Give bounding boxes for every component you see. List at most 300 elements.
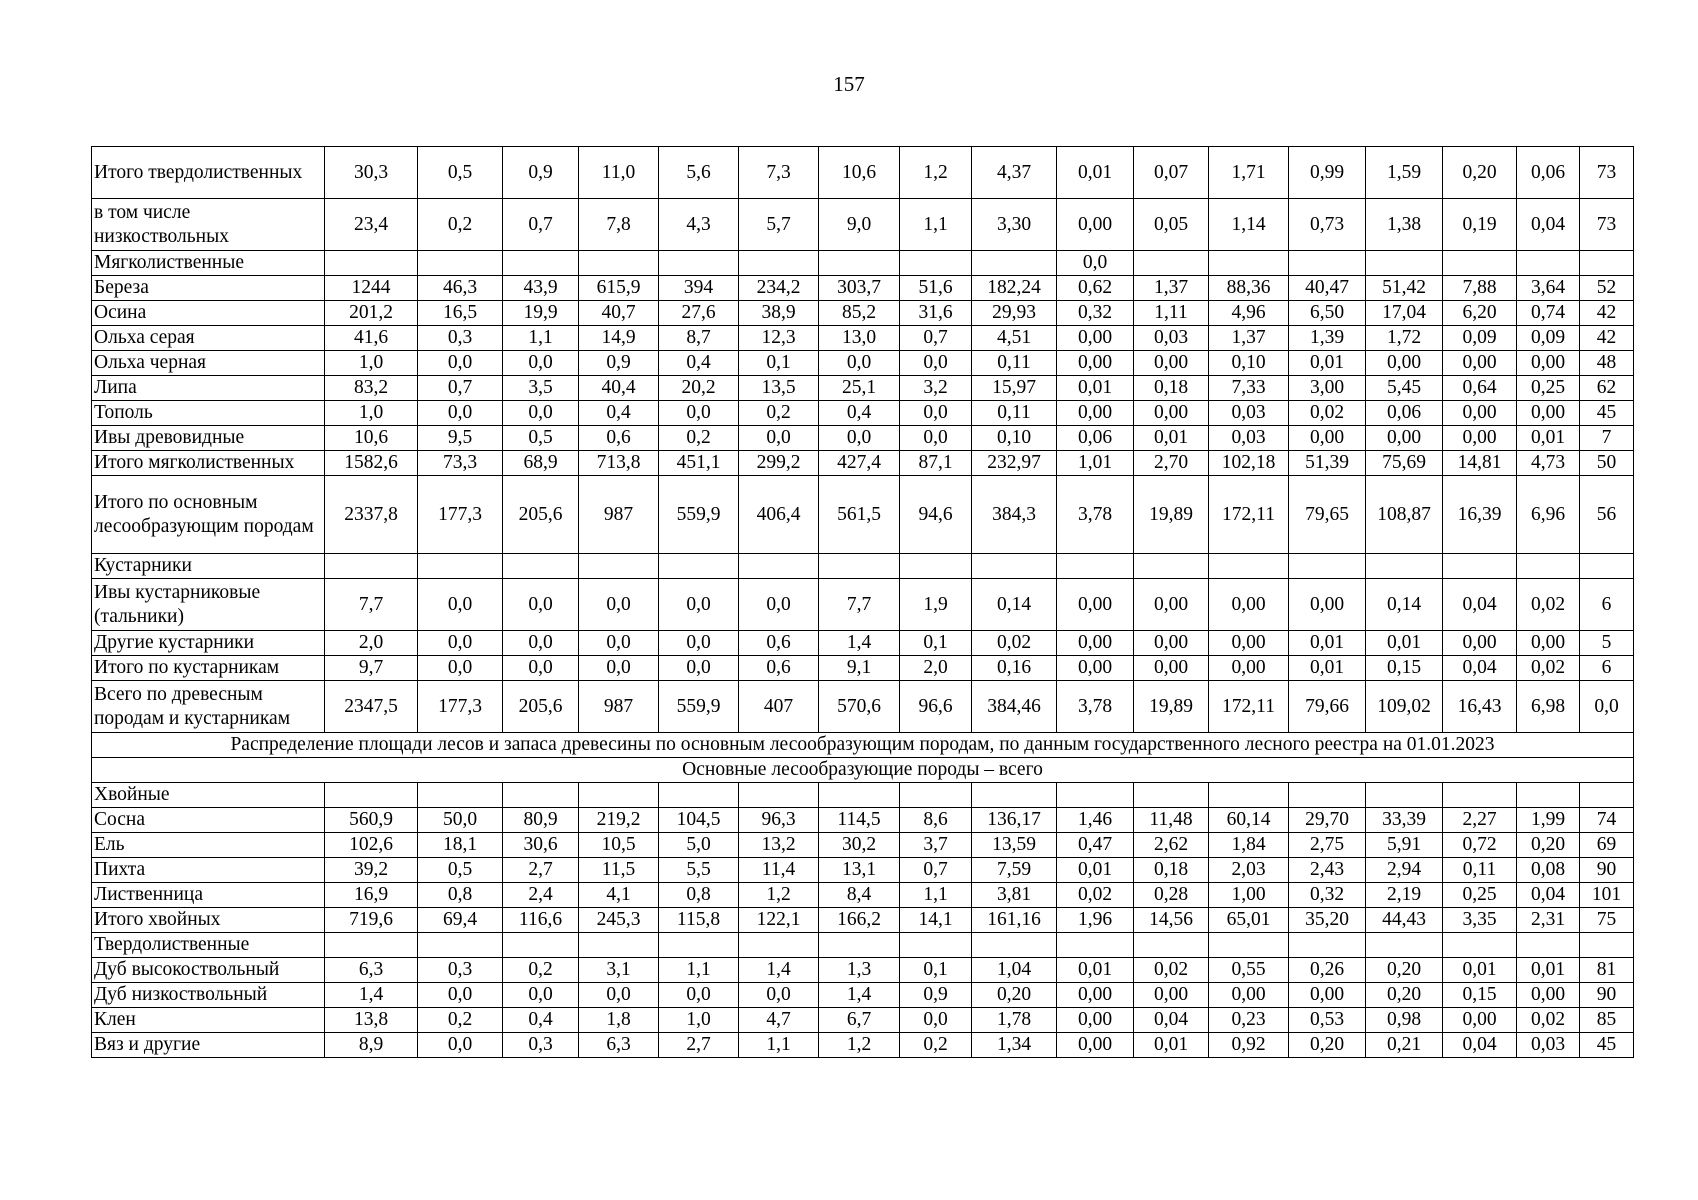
table-cell: 8,9 <box>325 1033 418 1058</box>
table-cell: 51,6 <box>900 276 972 301</box>
table-cell: 19,9 <box>503 301 579 326</box>
forest-table <box>91 146 1634 1058</box>
section-row <box>92 758 1634 783</box>
table-cell: 88,36 <box>1209 276 1289 301</box>
table-cell: 0,06 <box>1517 147 1580 199</box>
table-cell: 0,28 <box>1134 883 1209 908</box>
table-cell: 394 <box>659 276 739 301</box>
table-cell: 1,4 <box>739 958 819 983</box>
table-cell: 0,04 <box>1443 579 1517 631</box>
row-label: Другие кустарники <box>92 631 325 656</box>
table-cell: 0,01 <box>1289 656 1366 681</box>
table-cell <box>972 933 1057 958</box>
table-cell: 18,1 <box>418 833 503 858</box>
table-cell: 0,0 <box>739 579 819 631</box>
table-cell: 303,7 <box>819 276 900 301</box>
table-cell: 7,88 <box>1443 276 1517 301</box>
table-cell: 104,5 <box>659 808 739 833</box>
table-cell: 0,00 <box>1057 199 1134 251</box>
table-cell: 1,71 <box>1209 147 1289 199</box>
table-row <box>92 631 1634 656</box>
table-cell: 0,03 <box>1209 426 1289 451</box>
table-cell: 6 <box>1580 579 1634 631</box>
table-cell: 0,0 <box>503 983 579 1008</box>
table-cell: 16,5 <box>418 301 503 326</box>
table-cell: 3,5 <box>503 376 579 401</box>
table-cell: 0,04 <box>1517 199 1580 251</box>
table-cell: 6,98 <box>1517 681 1580 733</box>
table-cell: 116,6 <box>503 908 579 933</box>
table-cell: 1,37 <box>1134 276 1209 301</box>
table-cell: 1,01 <box>1057 451 1134 476</box>
table-cell: 1,04 <box>972 958 1057 983</box>
table-cell: 0,00 <box>1289 426 1366 451</box>
table-cell: 0,0 <box>659 401 739 426</box>
table-cell <box>819 251 900 276</box>
table-cell: 5,91 <box>1366 833 1443 858</box>
table-cell: 33,39 <box>1366 808 1443 833</box>
table-row <box>92 808 1634 833</box>
table-cell: 1,39 <box>1289 326 1366 351</box>
table-cell: 0,0 <box>418 631 503 656</box>
table-cell: 3,35 <box>1443 908 1517 933</box>
table-cell: 0,2 <box>418 199 503 251</box>
table-cell <box>1366 251 1443 276</box>
table-cell: 14,56 <box>1134 908 1209 933</box>
table-cell: 4,51 <box>972 326 1057 351</box>
table-cell: 9,0 <box>819 199 900 251</box>
table-row <box>92 476 1634 554</box>
table-cell: 51,42 <box>1366 276 1443 301</box>
table-cell: 30,3 <box>325 147 418 199</box>
table-cell: 114,5 <box>819 808 900 833</box>
table-cell: 0,00 <box>1134 579 1209 631</box>
row-label: Всего по древесным породам и кустарникам <box>92 681 325 733</box>
row-label: Ель <box>92 833 325 858</box>
table-cell: 45 <box>1580 401 1634 426</box>
table-row <box>92 251 1634 276</box>
table-cell: 0,6 <box>739 656 819 681</box>
table-cell: 0,16 <box>972 656 1057 681</box>
table-cell <box>1134 933 1209 958</box>
table-cell: 0,00 <box>1443 401 1517 426</box>
row-label: Клен <box>92 1008 325 1033</box>
table-cell: 987 <box>579 681 659 733</box>
table-cell: 0,6 <box>739 631 819 656</box>
table-cell: 8,4 <box>819 883 900 908</box>
table-cell <box>1134 554 1209 579</box>
table-cell: 7,8 <box>579 199 659 251</box>
table-cell: 1,4 <box>325 983 418 1008</box>
table-cell: 4,96 <box>1209 301 1289 326</box>
table-cell: 10,6 <box>819 147 900 199</box>
table-cell: 0,00 <box>1443 351 1517 376</box>
table-cell <box>900 933 972 958</box>
table-cell: 12,3 <box>739 326 819 351</box>
table-cell: 1,0 <box>659 1008 739 1033</box>
table-cell: 19,89 <box>1134 476 1209 554</box>
table-cell: 0,11 <box>972 401 1057 426</box>
table-cell <box>1580 554 1634 579</box>
table-cell: 1,34 <box>972 1033 1057 1058</box>
table-cell <box>659 783 739 808</box>
table-cell: 0,20 <box>1366 983 1443 1008</box>
table-cell: 0,09 <box>1517 326 1580 351</box>
table-cell: 0,99 <box>1289 147 1366 199</box>
table-cell: 85,2 <box>819 301 900 326</box>
table-cell: 1,14 <box>1209 199 1289 251</box>
table-cell: 2,03 <box>1209 858 1289 883</box>
table-cell <box>1289 933 1366 958</box>
table-cell: 0,00 <box>1517 351 1580 376</box>
table-cell <box>972 251 1057 276</box>
table-cell: 40,47 <box>1289 276 1366 301</box>
table-cell: 0,9 <box>579 351 659 376</box>
table-cell: 6 <box>1580 656 1634 681</box>
table-row <box>92 833 1634 858</box>
table-cell: 0,64 <box>1443 376 1517 401</box>
table-row <box>92 1033 1634 1058</box>
table-cell: 0,14 <box>972 579 1057 631</box>
table-cell: 0,01 <box>1134 426 1209 451</box>
table-cell: 2,7 <box>503 858 579 883</box>
table-cell: 0,8 <box>659 883 739 908</box>
table-cell <box>418 554 503 579</box>
row-label: Ивы кустарниковые (тальники) <box>92 579 325 631</box>
table-cell <box>1289 783 1366 808</box>
table-cell: 74 <box>1580 808 1634 833</box>
table-cell: 52 <box>1580 276 1634 301</box>
row-label: Итого мягколиственных <box>92 451 325 476</box>
table-cell: 6,20 <box>1443 301 1517 326</box>
row-label: Дуб высокоствольный <box>92 958 325 983</box>
table-cell: 9,1 <box>819 656 900 681</box>
table-row <box>92 858 1634 883</box>
table-cell: 0,06 <box>1057 426 1134 451</box>
table-cell: 172,11 <box>1209 476 1289 554</box>
table-cell: 45 <box>1580 1033 1634 1058</box>
table-row <box>92 1008 1634 1033</box>
table-cell: 0,62 <box>1057 276 1134 301</box>
table-cell: 0,32 <box>1057 301 1134 326</box>
table-cell: 6,96 <box>1517 476 1580 554</box>
table-cell: 2,19 <box>1366 883 1443 908</box>
table-cell: 166,2 <box>819 908 900 933</box>
table-cell: 0,0 <box>418 351 503 376</box>
table-cell: 4,7 <box>739 1008 819 1033</box>
table-cell: 232,97 <box>972 451 1057 476</box>
table-cell: 0,8 <box>418 883 503 908</box>
table-cell <box>900 251 972 276</box>
row-label: Лиственница <box>92 883 325 908</box>
table-cell: 172,11 <box>1209 681 1289 733</box>
table-cell: 9,7 <box>325 656 418 681</box>
table-cell: 0,00 <box>1443 426 1517 451</box>
table-cell: 80,9 <box>503 808 579 833</box>
table-cell: 90 <box>1580 858 1634 883</box>
table-cell: 570,6 <box>819 681 900 733</box>
table-cell: 0,21 <box>1366 1033 1443 1058</box>
table-cell: 0,72 <box>1443 833 1517 858</box>
table-cell: 79,66 <box>1289 681 1366 733</box>
table-cell: 234,2 <box>739 276 819 301</box>
table-cell: 201,2 <box>325 301 418 326</box>
table-cell: 0,1 <box>900 958 972 983</box>
table-cell <box>1209 783 1289 808</box>
table-cell: 20,2 <box>659 376 739 401</box>
table-cell: 14,81 <box>1443 451 1517 476</box>
table-cell: 406,4 <box>739 476 819 554</box>
table-cell: 48 <box>1580 351 1634 376</box>
table-cell: 1,1 <box>659 958 739 983</box>
table-cell: 1,84 <box>1209 833 1289 858</box>
table-cell: 0,10 <box>1209 351 1289 376</box>
table-cell: 17,04 <box>1366 301 1443 326</box>
row-label: Кустарники <box>92 554 325 579</box>
table-cell <box>739 554 819 579</box>
table-cell <box>739 251 819 276</box>
table-cell: 68,9 <box>503 451 579 476</box>
table-cell: 0,20 <box>972 983 1057 1008</box>
table-cell: 384,3 <box>972 476 1057 554</box>
table-cell <box>1209 554 1289 579</box>
table-cell: 0,03 <box>1134 326 1209 351</box>
page-number: 157 <box>833 72 865 96</box>
table-cell: 0,0 <box>503 579 579 631</box>
table-cell: 1,2 <box>819 1033 900 1058</box>
table-cell: 60,14 <box>1209 808 1289 833</box>
table-cell: 69 <box>1580 833 1634 858</box>
table-row <box>92 908 1634 933</box>
table-cell: 205,6 <box>503 476 579 554</box>
table-cell: 40,7 <box>579 301 659 326</box>
table-row <box>92 681 1634 733</box>
table-cell: 0,01 <box>1289 631 1366 656</box>
table-cell <box>418 251 503 276</box>
table-cell: 0,19 <box>1443 199 1517 251</box>
table-cell <box>1057 783 1134 808</box>
table-cell: 0,7 <box>503 199 579 251</box>
table-cell: 1,37 <box>1209 326 1289 351</box>
table-cell: 3,30 <box>972 199 1057 251</box>
table-cell: 177,3 <box>418 476 503 554</box>
table-cell: 4,3 <box>659 199 739 251</box>
table-cell: 0,15 <box>1443 983 1517 1008</box>
table-cell: 0,26 <box>1289 958 1366 983</box>
table-cell: 0,7 <box>418 376 503 401</box>
table-cell: 30,6 <box>503 833 579 858</box>
table-cell: 0,2 <box>900 1033 972 1058</box>
table-cell: 44,43 <box>1366 908 1443 933</box>
table-cell: 0,32 <box>1289 883 1366 908</box>
table-cell: 65,01 <box>1209 908 1289 933</box>
table-cell: 15,97 <box>972 376 1057 401</box>
table-cell: 0,04 <box>1443 1033 1517 1058</box>
row-label: Ольха черная <box>92 351 325 376</box>
table-cell: 0,5 <box>418 147 503 199</box>
table-cell: 1,3 <box>819 958 900 983</box>
table-cell <box>503 251 579 276</box>
table-cell: 0,09 <box>1443 326 1517 351</box>
table-row <box>92 199 1634 251</box>
table-cell: 122,1 <box>739 908 819 933</box>
table-cell: 8,7 <box>659 326 739 351</box>
table-cell: 0,3 <box>503 1033 579 1058</box>
table-cell: 0,00 <box>1517 401 1580 426</box>
table-cell: 19,89 <box>1134 681 1209 733</box>
table-cell: 1,99 <box>1517 808 1580 833</box>
table-row <box>92 656 1634 681</box>
row-label: Ольха серая <box>92 326 325 351</box>
table-cell: 0,00 <box>1366 351 1443 376</box>
table-cell: 16,39 <box>1443 476 1517 554</box>
table-cell <box>1580 783 1634 808</box>
table-cell <box>1517 554 1580 579</box>
table-row <box>92 401 1634 426</box>
table-row <box>92 276 1634 301</box>
table-cell: 0,0 <box>819 426 900 451</box>
table-cell: 0,01 <box>1057 858 1134 883</box>
table-cell <box>659 554 739 579</box>
table-cell: 0,0 <box>579 579 659 631</box>
row-label: Береза <box>92 276 325 301</box>
table-cell: 1,0 <box>325 351 418 376</box>
table-cell: 11,48 <box>1134 808 1209 833</box>
table-cell: 0,0 <box>900 1008 972 1033</box>
table-row <box>92 783 1634 808</box>
table-cell: 0,4 <box>503 1008 579 1033</box>
table-cell: 0,00 <box>1057 656 1134 681</box>
section-row <box>92 733 1634 758</box>
table-cell: 0,0 <box>503 656 579 681</box>
table-cell: 0,0 <box>739 983 819 1008</box>
table-row <box>92 376 1634 401</box>
table-cell: 1,59 <box>1366 147 1443 199</box>
table-cell: 51,39 <box>1289 451 1366 476</box>
table-cell <box>418 933 503 958</box>
table-cell: 13,0 <box>819 326 900 351</box>
table-cell: 3,64 <box>1517 276 1580 301</box>
table-cell <box>819 933 900 958</box>
table-row <box>92 426 1634 451</box>
table-cell <box>1517 933 1580 958</box>
table-cell: 0,47 <box>1057 833 1134 858</box>
row-label: Тополь <box>92 401 325 426</box>
table-cell: 0,0 <box>503 401 579 426</box>
table-cell: 0,02 <box>1517 656 1580 681</box>
table-cell: 0,2 <box>418 1008 503 1033</box>
table-cell: 0,73 <box>1289 199 1366 251</box>
table-cell <box>1366 554 1443 579</box>
table-cell: 0,00 <box>1057 983 1134 1008</box>
table-cell: 38,9 <box>739 301 819 326</box>
table-cell: 1,4 <box>819 983 900 1008</box>
table-cell: 0,92 <box>1209 1033 1289 1058</box>
table-cell: 39,2 <box>325 858 418 883</box>
table-cell <box>659 933 739 958</box>
table-cell: 0,0 <box>418 401 503 426</box>
table-cell <box>579 933 659 958</box>
table-cell: 0,0 <box>579 631 659 656</box>
table-cell: 4,1 <box>579 883 659 908</box>
table-cell: 50,0 <box>418 808 503 833</box>
table-cell: 13,2 <box>739 833 819 858</box>
table-cell: 87,1 <box>900 451 972 476</box>
table-cell: 0,01 <box>1057 958 1134 983</box>
row-label: Итого по кустарникам <box>92 656 325 681</box>
table-cell <box>1366 933 1443 958</box>
table-cell: 5,7 <box>739 199 819 251</box>
table-cell: 0,6 <box>579 426 659 451</box>
table-cell: 0,74 <box>1517 301 1580 326</box>
table-cell: 0,1 <box>900 631 972 656</box>
table-cell: 0,03 <box>1209 401 1289 426</box>
table-cell: 7,59 <box>972 858 1057 883</box>
table-cell: 0,98 <box>1366 1008 1443 1033</box>
table-cell: 0,00 <box>1443 1008 1517 1033</box>
table-cell: 46,3 <box>418 276 503 301</box>
table-cell: 81 <box>1580 958 1634 983</box>
table-cell: 1,8 <box>579 1008 659 1033</box>
table-cell: 0,04 <box>1443 656 1517 681</box>
table-cell: 2,0 <box>900 656 972 681</box>
table-cell: 0,3 <box>418 326 503 351</box>
table-cell: 0,2 <box>503 958 579 983</box>
table-cell <box>579 554 659 579</box>
row-label: Осина <box>92 301 325 326</box>
table-cell: 0,7 <box>900 858 972 883</box>
table-cell: 7,7 <box>819 579 900 631</box>
table-cell: 30,2 <box>819 833 900 858</box>
table-cell <box>900 554 972 579</box>
table-cell: 6,7 <box>819 1008 900 1033</box>
table-cell: 56 <box>1580 476 1634 554</box>
table-cell <box>1443 783 1517 808</box>
table-cell: 0,02 <box>1057 883 1134 908</box>
row-label: Пихта <box>92 858 325 883</box>
table-cell: 0,25 <box>1517 376 1580 401</box>
table-cell: 0,20 <box>1366 958 1443 983</box>
table-cell: 0,01 <box>1057 376 1134 401</box>
table-cell: 0,04 <box>1517 883 1580 908</box>
table-cell: 987 <box>579 476 659 554</box>
table-cell: 40,4 <box>579 376 659 401</box>
table-cell: 1582,6 <box>325 451 418 476</box>
table-cell: 0,0 <box>739 426 819 451</box>
table-cell: 31,6 <box>900 301 972 326</box>
table-cell: 245,3 <box>579 908 659 933</box>
table-cell: 2,7 <box>659 1033 739 1058</box>
row-label: Твердолиственные <box>92 933 325 958</box>
table-cell: 0,02 <box>1517 579 1580 631</box>
table-cell: 3,2 <box>900 376 972 401</box>
table-cell <box>1289 554 1366 579</box>
table-cell: 50 <box>1580 451 1634 476</box>
table-row <box>92 554 1634 579</box>
table-cell: 719,6 <box>325 908 418 933</box>
table-cell: 2,94 <box>1366 858 1443 883</box>
table-cell: 10,6 <box>325 426 418 451</box>
table-cell: 0,3 <box>418 958 503 983</box>
row-label: Сосна <box>92 808 325 833</box>
table-cell: 43,9 <box>503 276 579 301</box>
table-cell: 384,46 <box>972 681 1057 733</box>
table-cell: 407 <box>739 681 819 733</box>
table-cell: 0,0 <box>1057 251 1134 276</box>
table-cell: 0,4 <box>579 401 659 426</box>
table-cell <box>972 783 1057 808</box>
table-cell: 0,2 <box>739 401 819 426</box>
